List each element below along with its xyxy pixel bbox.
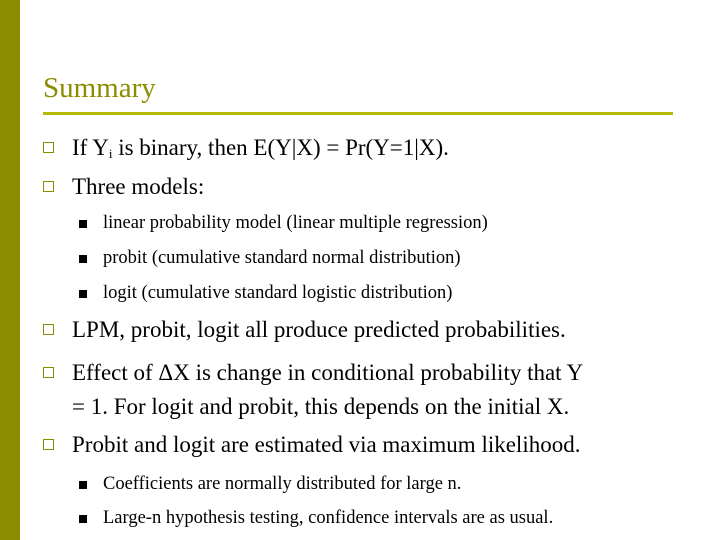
bullet-text: Probit and logit are estimated via maximum likelihood. [72, 432, 581, 457]
title-underline [43, 112, 673, 115]
sub-bullet-text: Large-n hypothesis testing, confidence intervals are as usual. [103, 508, 554, 528]
filled-square-bullet-icon [79, 481, 87, 489]
left-accent-bar [0, 0, 20, 540]
slide-title: Summary [43, 72, 156, 104]
hollow-square-bullet-icon [43, 181, 54, 192]
bullet-text: Three models: [72, 174, 205, 199]
bullet-text-line-1: Effect of ΔX is change in conditional probability that Y [72, 360, 584, 385]
hollow-square-bullet-icon [43, 439, 54, 450]
bullet-text: LPM, probit, logit all produce predicted probabilities. [72, 317, 566, 342]
filled-square-bullet-icon [79, 515, 87, 523]
sub-bullet-text: linear probability model (linear multiple regression) [103, 213, 488, 233]
bullet-text-line-2: = 1. For logit and probit, this depends on the initial X. [72, 394, 570, 419]
sub-bullet-text: logit (cumulative standard logistic distribution) [103, 283, 453, 303]
sub-bullet-text: probit (cumulative standard normal distribution) [103, 248, 461, 268]
hollow-square-bullet-icon [43, 142, 54, 153]
filled-square-bullet-icon [79, 255, 87, 263]
filled-square-bullet-icon [79, 290, 87, 298]
sub-bullet-text: Coefficients are normally distributed for large n. [103, 474, 462, 494]
hollow-square-bullet-icon [43, 324, 54, 335]
hollow-square-bullet-icon [43, 367, 54, 378]
filled-square-bullet-icon [79, 220, 87, 228]
bullet-text: If $Y_i$ is binary, then E(Y|X) = Pr(Y=1|X). [72, 135, 449, 161]
